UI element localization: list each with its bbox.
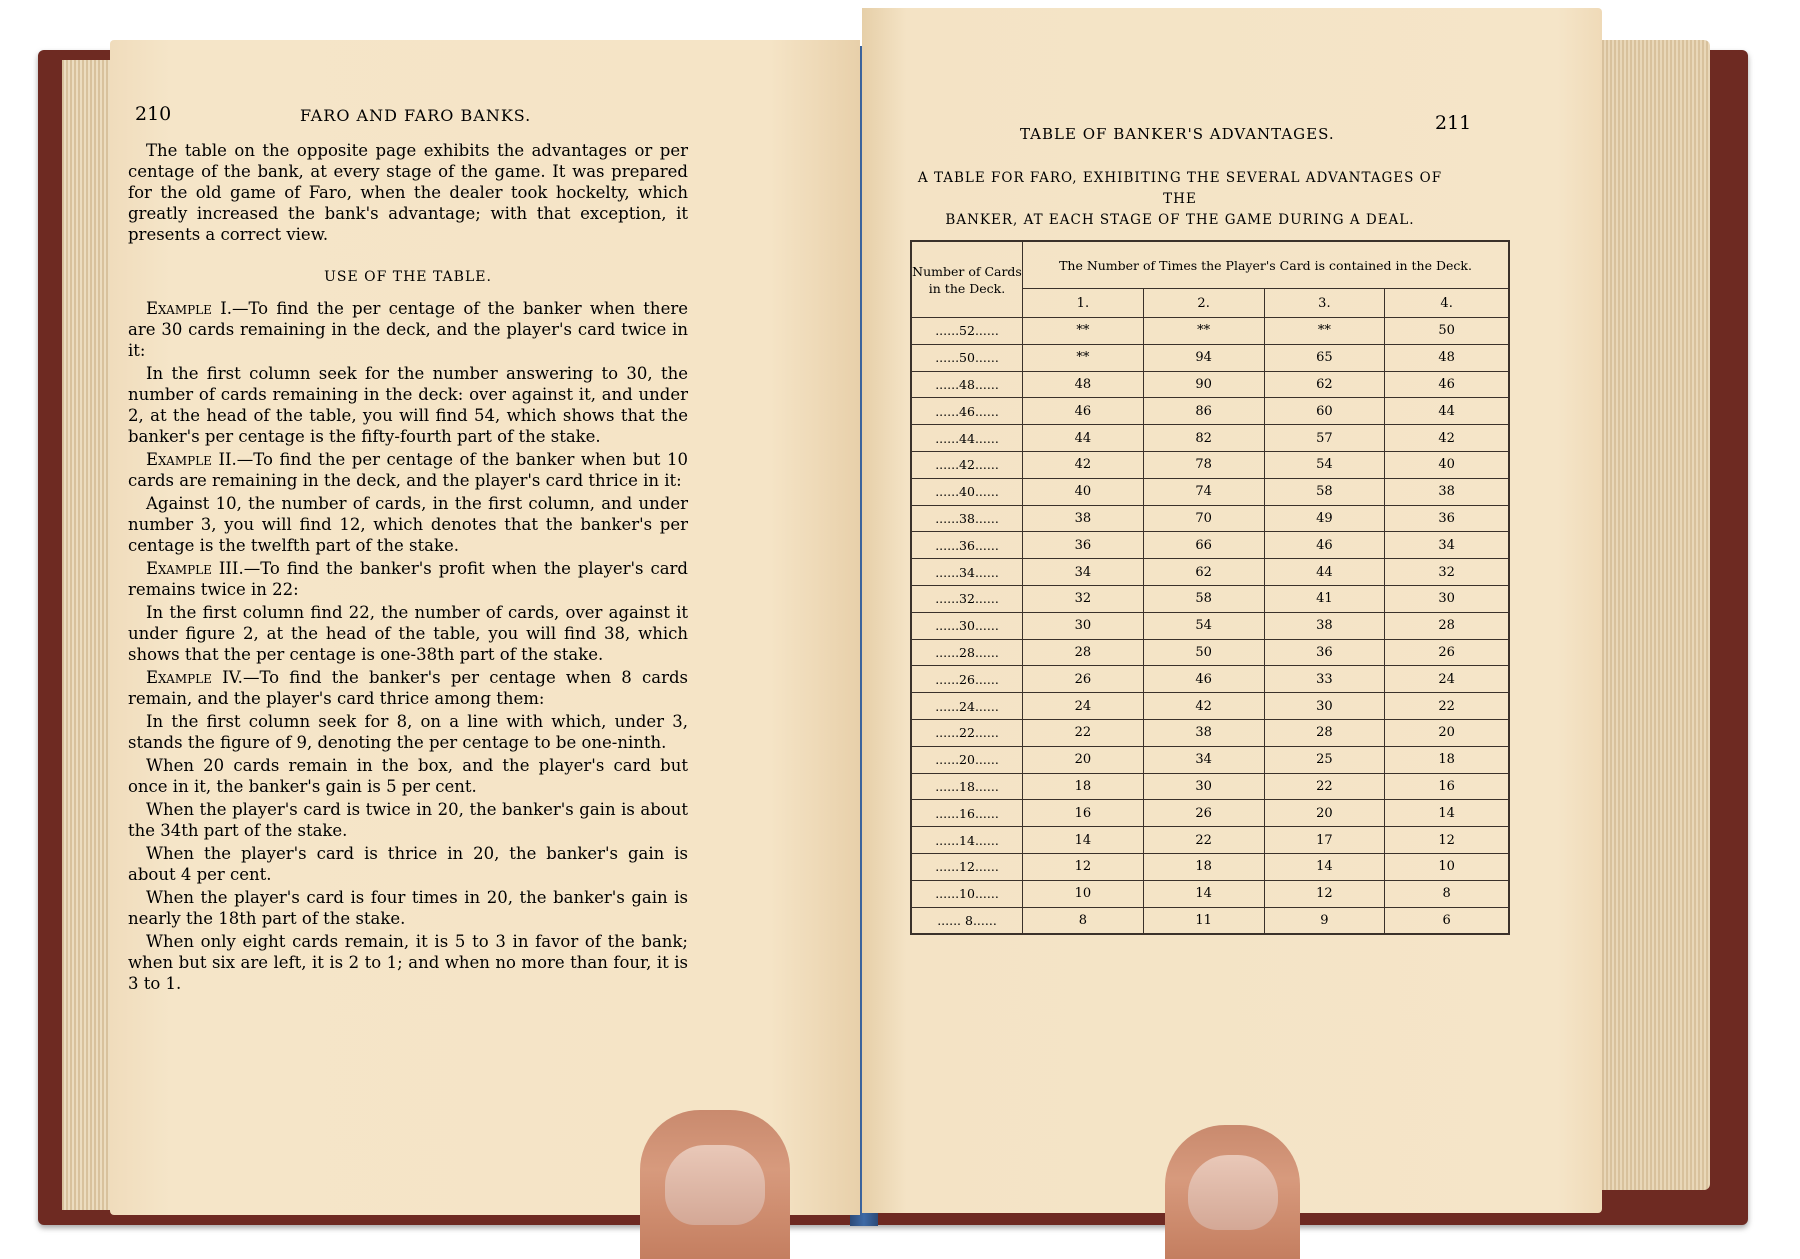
- advantage-cell: 42: [1385, 425, 1509, 452]
- advantage-cell: 33: [1264, 666, 1385, 693]
- example-text: In the first column seek for 8, on a line with which, under 3, stands the figure of 9, denoting the per centage to be one-ninth.: [128, 712, 688, 752]
- deck-count-cell: ......40......: [911, 478, 1023, 505]
- advantage-cell: 16: [1385, 773, 1509, 800]
- intro-paragraph: The table on the opposite page exhibits the advantages or per centage of the bank, at every stage of the game. It was prepared for the old game of Faro, when the dealer took hockelty, which greatly increased the bank's advantage; with that exception, it presents a correct view.: [128, 141, 688, 244]
- deck-count-cell: ......18......: [911, 773, 1023, 800]
- table-row: [911, 344, 1509, 371]
- advantage-cell: 46: [1023, 398, 1144, 425]
- deck-count-cell: ......46......: [911, 398, 1023, 425]
- table-row: [911, 746, 1509, 773]
- table-row: [911, 612, 1509, 639]
- advantage-cell: 38: [1385, 478, 1509, 505]
- table-row: [911, 639, 1509, 666]
- advantage-cell: 49: [1264, 505, 1385, 532]
- advantage-cell: 40: [1385, 451, 1509, 478]
- example-paragraph: [128, 887, 688, 929]
- advantage-cell: 57: [1264, 425, 1385, 452]
- advantage-cell: 30: [1023, 612, 1144, 639]
- advantage-cell: 70: [1143, 505, 1264, 532]
- example-paragraph: [128, 799, 688, 841]
- advantage-cell: 22: [1143, 827, 1264, 854]
- column-head-3: 3.: [1264, 289, 1385, 318]
- advantage-cell: 9: [1264, 907, 1385, 934]
- table-row: [911, 853, 1509, 880]
- example-text: In the first column seek for the number answering to 30, the number of cards remaining in the deck: over against it, and under 2, at the head of the table, you will find 54, which shows that the banker's per centage is the fifty-fourth part of the stake.: [128, 364, 688, 446]
- example-paragraph: [128, 493, 688, 556]
- advantage-cell: 42: [1143, 693, 1264, 720]
- advantage-cell: 40: [1023, 478, 1144, 505]
- advantage-cell: 46: [1385, 371, 1509, 398]
- advantage-cell: 28: [1385, 612, 1509, 639]
- advantage-cell: 90: [1143, 371, 1264, 398]
- table-body: [911, 318, 1509, 935]
- running-head-right: TABLE OF BANKER'S ADVANTAGES.: [1020, 125, 1335, 143]
- example-text: —To find the banker's per centage when 8 cards remain, and the player's card thrice among them:: [128, 668, 688, 708]
- advantage-cell: **: [1023, 344, 1144, 371]
- advantage-cell: **: [1264, 318, 1385, 345]
- advantage-cell: 26: [1143, 800, 1264, 827]
- example-paragraph: [128, 931, 688, 994]
- advantage-cell: 14: [1385, 800, 1509, 827]
- example-paragraph: [128, 363, 688, 447]
- example-text: —To find the per centage of the banker when there are 30 cards remaining in the deck, and the player's card twice in it:: [128, 299, 688, 360]
- deck-count-cell: ......44......: [911, 425, 1023, 452]
- page-number-left: 210: [135, 103, 172, 125]
- advantage-cell: 12: [1023, 853, 1144, 880]
- advantage-cell: 50: [1385, 318, 1509, 345]
- deck-count-cell: ......48......: [911, 371, 1023, 398]
- example-paragraph: [128, 711, 688, 753]
- example-text: When 20 cards remain in the box, and the player's card but once in it, the banker's gain is 5 per cent.: [128, 756, 688, 796]
- advantage-cell: 48: [1023, 371, 1144, 398]
- deck-count-cell: ......28......: [911, 639, 1023, 666]
- advantage-cell: 24: [1385, 666, 1509, 693]
- advantage-cell: 44: [1023, 425, 1144, 452]
- deck-count-cell: ......16......: [911, 800, 1023, 827]
- table-row: [911, 693, 1509, 720]
- deck-count-cell: ......12......: [911, 853, 1023, 880]
- table-row: [911, 666, 1509, 693]
- faro-advantage-table: [910, 240, 1510, 935]
- example-paragraph: [128, 602, 688, 665]
- example-text: When only eight cards remain, it is 5 to 3 in favor of the bank; when but six are left, it is 2 to 1; and when no more than four, it is 3 to 1.: [128, 932, 688, 993]
- table-row: [911, 773, 1509, 800]
- deck-count-cell: ......36......: [911, 532, 1023, 559]
- table-row: [911, 800, 1509, 827]
- left-thumbnail: [665, 1145, 765, 1225]
- table-title-line-1: A TABLE FOR FARO, EXHIBITING THE SEVERAL ADVANTAGES OF THE: [917, 170, 1443, 207]
- advantage-cell: 26: [1385, 639, 1509, 666]
- advantage-cell: 12: [1264, 880, 1385, 907]
- example-text: When the player's card is thrice in 20, the banker's gain is about 4 per cent.: [128, 844, 688, 884]
- advantage-cell: 82: [1143, 425, 1264, 452]
- advantage-cell: 54: [1143, 612, 1264, 639]
- advantage-cell: 38: [1023, 505, 1144, 532]
- advantage-cell: 86: [1143, 398, 1264, 425]
- deck-count-cell: ......50......: [911, 344, 1023, 371]
- advantage-cell: 41: [1264, 585, 1385, 612]
- example-label: Example IV.: [146, 668, 243, 687]
- left-page-body: [128, 140, 688, 996]
- advantage-cell: 34: [1023, 559, 1144, 586]
- advantage-cell: 44: [1385, 398, 1509, 425]
- advantage-cell: 28: [1023, 639, 1144, 666]
- advantage-cell: 74: [1143, 478, 1264, 505]
- advantage-cell: 18: [1143, 853, 1264, 880]
- right-thumbnail: [1188, 1155, 1278, 1230]
- example-paragraph: [128, 843, 688, 885]
- example-text: In the first column find 22, the number of cards, over against it under figure 2, at the head of the table, you will find 38, which shows that the per centage is one-38th part of the stake.: [128, 603, 688, 664]
- advantage-cell: 8: [1023, 907, 1144, 934]
- table-row: [911, 318, 1509, 345]
- example-paragraph: [128, 667, 688, 709]
- advantage-cell: 44: [1264, 559, 1385, 586]
- table-row: [911, 827, 1509, 854]
- example-label: Example III.: [146, 559, 244, 578]
- example-text: Against 10, the number of cards, in the first column, and under number 3, you will find 12, which denotes that the banker's per centage is the twelfth part of the stake.: [128, 494, 688, 555]
- advantage-cell: 58: [1143, 585, 1264, 612]
- advantage-cell: 65: [1264, 344, 1385, 371]
- example-text: When the player's card is four times in 20, the banker's gain is nearly the 18th part of the stake.: [128, 888, 688, 928]
- table-row: [911, 585, 1509, 612]
- advantage-cell: 25: [1264, 746, 1385, 773]
- page-number-right: 211: [1435, 112, 1472, 134]
- advantage-cell: 11: [1143, 907, 1264, 934]
- advantage-cell: 48: [1385, 344, 1509, 371]
- advantage-cell: 58: [1264, 478, 1385, 505]
- table-row: [911, 880, 1509, 907]
- deck-count-cell: ......24......: [911, 693, 1023, 720]
- deck-count-cell: ......38......: [911, 505, 1023, 532]
- deck-count-cell: ......32......: [911, 585, 1023, 612]
- advantage-cell: 16: [1023, 800, 1144, 827]
- example-paragraph: [128, 298, 688, 361]
- advantage-cell: 94: [1143, 344, 1264, 371]
- example-text: When the player's card is twice in 20, the banker's gain is about the 34th part of the stake.: [128, 800, 688, 840]
- example-paragraph: [128, 755, 688, 797]
- advantage-cell: 30: [1264, 693, 1385, 720]
- table-row: [911, 425, 1509, 452]
- advantage-cell: 20: [1264, 800, 1385, 827]
- advantage-cell: 36: [1385, 505, 1509, 532]
- advantage-cell: 62: [1143, 559, 1264, 586]
- advantage-cell: 62: [1264, 371, 1385, 398]
- advantage-cell: 30: [1143, 773, 1264, 800]
- deck-count-cell: ......42......: [911, 451, 1023, 478]
- example-text: —To find the banker's profit when the player's card remains twice in 22:: [128, 559, 688, 599]
- table-title-line-2: BANKER, AT EACH STAGE OF THE GAME DURING A DEAL.: [945, 212, 1415, 228]
- deck-count-cell: ......26......: [911, 666, 1023, 693]
- column-head-2: 2.: [1143, 289, 1264, 318]
- advantage-cell: 18: [1385, 746, 1509, 773]
- advantage-cell: 14: [1143, 880, 1264, 907]
- advantage-cell: 36: [1264, 639, 1385, 666]
- deck-count-cell: ......14......: [911, 827, 1023, 854]
- advantage-cell: 10: [1023, 880, 1144, 907]
- advantage-cell: 22: [1385, 693, 1509, 720]
- advantage-cell: 36: [1023, 532, 1144, 559]
- deck-count-cell: ......10......: [911, 880, 1023, 907]
- advantage-cell: 17: [1264, 827, 1385, 854]
- table-row: [911, 532, 1509, 559]
- table-row: [911, 505, 1509, 532]
- advantage-cell: 32: [1023, 585, 1144, 612]
- advantage-cell: 18: [1023, 773, 1144, 800]
- example-paragraph: [128, 558, 688, 600]
- advantage-cell: **: [1023, 318, 1144, 345]
- table-row: [911, 559, 1509, 586]
- advantage-cell: 34: [1385, 532, 1509, 559]
- example-paragraph: [128, 449, 688, 491]
- column-head-1: 1.: [1023, 289, 1144, 318]
- advantage-cell: 32: [1385, 559, 1509, 586]
- advantage-cell: 46: [1143, 666, 1264, 693]
- advantage-cell: 28: [1264, 719, 1385, 746]
- advantage-cell: 6: [1385, 907, 1509, 934]
- table-row: [911, 451, 1509, 478]
- advantage-cell: 66: [1143, 532, 1264, 559]
- deck-count-cell: ...... 8......: [911, 907, 1023, 934]
- table-row: [911, 719, 1509, 746]
- page-edges-right: [1600, 40, 1710, 1190]
- deck-count-cell: ......34......: [911, 559, 1023, 586]
- advantage-cell: 34: [1143, 746, 1264, 773]
- advantage-cell: 22: [1023, 719, 1144, 746]
- table-title: [900, 168, 1460, 231]
- header-number-of-cards: Number of Cards in the Deck.: [911, 241, 1023, 318]
- section-heading: USE OF THE TABLE.: [324, 269, 492, 285]
- column-head-4: 4.: [1385, 289, 1509, 318]
- advantage-cell: 46: [1264, 532, 1385, 559]
- advantage-cell: 38: [1143, 719, 1264, 746]
- table-row: [911, 907, 1509, 934]
- deck-count-cell: ......30......: [911, 612, 1023, 639]
- table-row: [911, 371, 1509, 398]
- advantage-cell: 14: [1023, 827, 1144, 854]
- advantage-cell: 24: [1023, 693, 1144, 720]
- deck-count-cell: ......20......: [911, 746, 1023, 773]
- advantage-cell: 54: [1264, 451, 1385, 478]
- advantage-cell: 10: [1385, 853, 1509, 880]
- advantage-cell: 14: [1264, 853, 1385, 880]
- advantage-cell: 38: [1264, 612, 1385, 639]
- advantage-cell: 20: [1023, 746, 1144, 773]
- advantage-cell: 30: [1385, 585, 1509, 612]
- advantage-cell: 12: [1385, 827, 1509, 854]
- examples-list: [128, 298, 688, 994]
- advantage-cell: **: [1143, 318, 1264, 345]
- running-head-left: FARO AND FARO BANKS.: [300, 106, 532, 125]
- example-label: Example I.: [146, 299, 232, 318]
- header-times-contained: The Number of Times the Player's Card is contained in the Deck.: [1023, 241, 1510, 289]
- example-text: —To find the per centage of the banker when but 10 cards are remaining in the deck, and the player's card thrice in it:: [128, 450, 688, 490]
- example-label: Example II.: [146, 450, 237, 469]
- deck-count-cell: ......22......: [911, 719, 1023, 746]
- advantage-cell: 22: [1264, 773, 1385, 800]
- advantage-cell: 60: [1264, 398, 1385, 425]
- advantage-cell: 42: [1023, 451, 1144, 478]
- advantage-cell: 20: [1385, 719, 1509, 746]
- advantage-cell: 26: [1023, 666, 1144, 693]
- deck-count-cell: ......52......: [911, 318, 1023, 345]
- advantage-cell: 78: [1143, 451, 1264, 478]
- table-row: [911, 398, 1509, 425]
- table-row: [911, 478, 1509, 505]
- advantage-cell: 50: [1143, 639, 1264, 666]
- advantage-cell: 8: [1385, 880, 1509, 907]
